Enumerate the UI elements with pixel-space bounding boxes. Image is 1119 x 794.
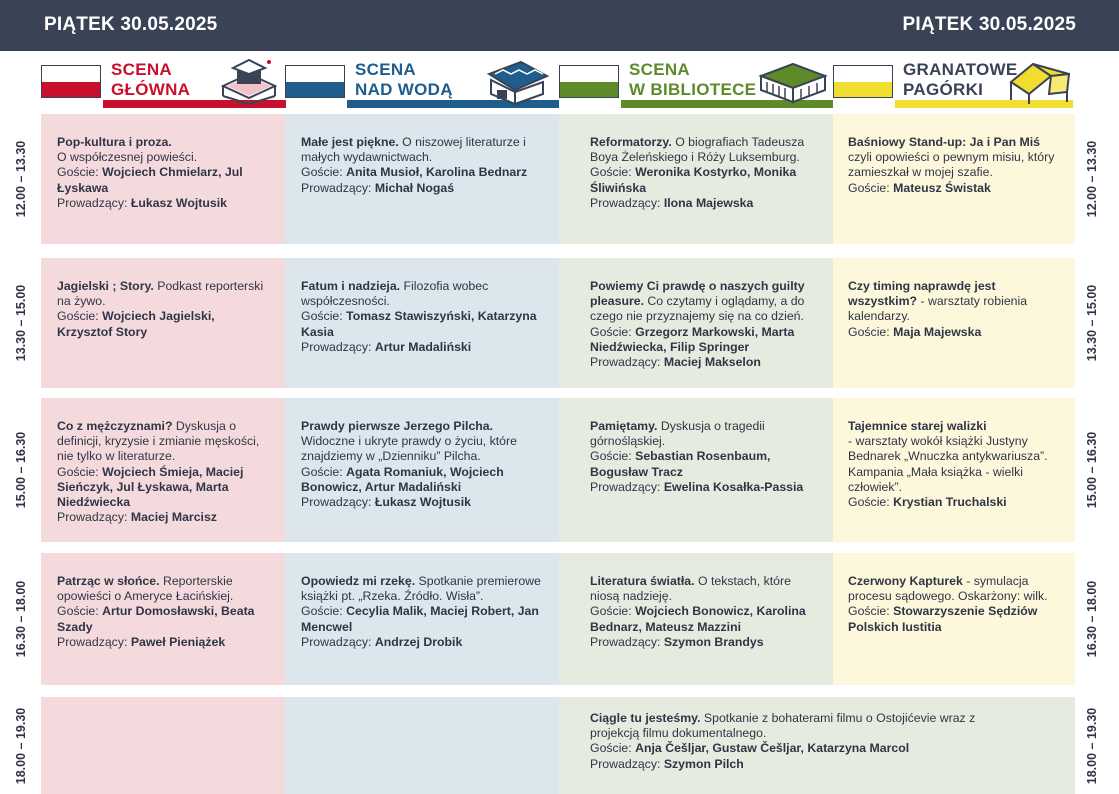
event-title: Baśniowy Stand-up: Ja i Pan Miś [848,135,1041,149]
event-host: Maciej Marcisz [130,510,217,525]
time-label-left: 16.30 – 18.00 [14,580,28,658]
stage-header-hills [833,56,1075,108]
event-description: O tekstach, które niosą nadzieję. [590,574,791,604]
tent-icon [1003,56,1075,106]
event-description: O niszowej literaturze i małych wydawnictwach. [301,135,526,165]
event-title: Patrząc w słońce. [57,574,160,588]
stage-title-water: SCENA NAD WODĄ [355,60,453,99]
event-cell: Opowiedz mi rzekę. Spotkanie premierowe książki pt. „Rzeka. Źródło. Wisła”. Goście: Cecylia Malik, Maciej Robert, Jan Mencwel Prowadzący: Andrzej Drobik [285,553,559,685]
flag-white-green [559,65,619,98]
flag-white-blue [285,65,345,98]
stage-header-library [559,56,833,108]
event-host: Ewelina Kosałka-Passia [663,479,804,494]
event-guests: Wojciech Chmielarz, Jul Łyskawa [57,165,243,195]
event-cell-empty [41,697,285,794]
event-title: Pamiętamy. [590,419,658,433]
event-description: - warsztaty wokół książki Justyny Bednarek „Wnuczka antykwariusza”. Kampania „Mała książka - wielki człowiek”. [848,434,1048,494]
event-cell: Czy timing naprawdę jest wszystkim? - warsztaty robienia kalendarzy. Goście: Maja Majewska [833,258,1075,388]
event-title: Czy timing naprawdę jest wszystkim? [848,279,996,309]
event-host: Łukasz Wojtusik [374,495,471,510]
event-cell: Ciągle tu jesteśmy. Spotkanie z bohaterami filmu o Ostojićevie wraz z projekcją filmu dokumentalnego. Goście: Anja Češljar, Gustaw Češljar, Katarzyna Marcol Prowadzący: Szymon Pilch [559,697,1075,794]
event-cell-empty [285,697,559,794]
schedule-row [41,398,1075,542]
event-cell: Pop-kultura i proza. O współczesnej powieści. Goście: Wojciech Chmielarz, Jul Łyskawa Prowadzący: Łukasz Wojtusik [41,114,285,244]
schedule-row [41,553,1075,685]
event-guests: Artur Domosławski, Beata Szady [57,604,255,634]
event-host: Łukasz Wojtusik [130,195,227,210]
event-guests: Grzegorz Markowski, Marta Niedźwiecka, Filip Springer [590,324,795,354]
event-host: Paweł Pieniążek [130,634,226,649]
event-guests: Agata Romaniuk, Wojciech Bonowicz, Artur Madaliński [301,464,504,494]
event-cell: Czerwony Kapturek - symulacja procesu sądowego. Oskarżony: wilk. Goście: Stowarzyszenie Sędziów Polskich Iustitia [833,553,1075,685]
event-description: Widoczne i ukryte prawdy o życiu, które znajdziemy w „Dzienniku” Pilcha. [301,434,517,464]
event-title: Czerwony Kapturek [848,574,963,588]
time-label-right: 12.00 – 13.30 [1085,140,1099,218]
event-guests: Stowarzyszenie Sędziów Polskich Iustitia [848,604,1038,634]
stage-header-main [41,56,285,108]
schedule-row [41,114,1075,244]
event-title: Pop-kultura i proza. [57,135,172,149]
library-icon [757,56,829,106]
event-guests: Maja Majewska [893,324,982,339]
event-cell: Patrząc w słońce. Reporterskie opowieści o Ameryce Łacińskiej. Goście: Artur Domosławski, Beata Szady Prowadzący: Paweł Pieniążek [41,553,285,685]
event-host: Artur Madaliński [374,339,472,354]
flag-white-red [41,65,101,98]
stage-title-hills: GRANATOWE PAGÓRKI [903,60,1018,99]
event-guests: Anita Musioł, Karolina Bednarz [346,165,528,180]
event-guests: Sebastian Rosenbaum, Bogusław Tracz [590,449,771,479]
event-guests: Mateusz Świstak [893,180,991,195]
event-description: Dyskusja o definicji, kryzysie i zmianie męskości, nie tylko w literaturze. [57,419,260,464]
event-guests: Anja Češljar, Gustaw Češljar, Katarzyna Marcol [635,741,910,756]
event-host: Szymon Brandys [663,634,764,649]
event-host: Szymon Pilch [663,756,744,771]
event-cell: Powiemy Ci prawdę o naszych guilty pleasure. Co czytamy i oglądamy, a do czego nie przyznajemy się na co dzień. Goście: Grzegorz Markowski, Marta Niedźwiecka, Filip Springer Prowadzący: Maciej Makselon [559,258,833,388]
event-title: Powiemy Ci prawdę o naszych guilty pleasure. [590,279,805,309]
event-cell: Co z mężczyznami? Dyskusja o definicji, kryzysie i zmianie męskości, nie tylko w literaturze. Goście: Wojciech Śmieja, Maciej Sieńczyk, Jul Łyskawa, Marta Niedźwiecka Prowadzący: Maciej Marcisz [41,398,285,542]
event-cell: Prawdy pierwsze Jerzego Pilcha. Widoczne i ukryte prawdy o życiu, które znajdziemy w „Dzienniku” Pilcha. Goście: Agata Romaniuk, Wojciech Bonowicz, Artur Madaliński Prowadzący: Łukasz Wojtusik [285,398,559,542]
day-date-left: PIĄTEK 30.05.2025 [44,14,218,35]
time-label-right: 18.00 – 19.30 [1085,707,1099,784]
event-title: Co z mężczyznami? [57,419,173,433]
header-bar [0,0,1119,51]
event-host: Ilona Majewska [663,195,754,210]
event-description: Podkast reporterski na żywo. [57,279,264,309]
time-label-left: 15.00 – 16.30 [14,431,28,509]
event-cell: Literatura światła. O tekstach, które niosą nadzieję. Goście: Wojciech Bonowicz, Karolina Bednarz, Mateusz Mazzini Prowadzący: Szymon Brandys [559,553,833,685]
event-title: Prawdy pierwsze Jerzego Pilcha. [301,419,494,433]
flag-white-yellow [833,65,893,98]
event-title: Fatum i nadzieja. [301,279,401,293]
event-title: Reformatorzy. [590,135,672,149]
event-guests: Cecylia Malik, Maciej Robert, Jan Mencwel [301,604,539,634]
event-description: Filozofia wobec współczesności. [301,279,489,309]
time-label-right: 16.30 – 18.00 [1085,580,1099,658]
schedule-row [41,258,1075,388]
time-label-left: 18.00 – 19.30 [14,707,28,784]
main-stage-icon [213,56,285,106]
event-guests: Wojciech Śmieja, Maciej Sieńczyk, Jul Łyskawa, Marta Niedźwiecka [57,464,244,510]
time-label-right: 13.30 – 15.00 [1085,284,1099,362]
event-cell: Jagielski ; Story. Podkast reporterski na żywo. Goście: Wojciech Jagielski, Krzysztof Story [41,258,285,388]
stage-title-main: SCENA GŁÓWNA [111,60,191,99]
stage-title-library: SCENA W BIBLIOTECE [629,60,757,99]
event-title: Tajemnice starej walizki [848,419,987,433]
event-title: Opowiedz mi rzekę. [301,574,416,588]
event-cell: Baśniowy Stand-up: Ja i Pan Miś czyli opowieści o pewnym misiu, który zamieszkał w mojej szafie. Goście: Mateusz Świstak [833,114,1075,244]
event-cell: Tajemnice starej walizki - warsztaty wokół książki Justyny Bednarek „Wnuczka antykwariusza”. Kampania „Mała książka - wielki człowiek”. Goście: Krystian Truchalski [833,398,1075,542]
event-description: - symulacja procesu sądowego. Oskarżony: wilk. [848,574,1048,604]
event-description: O biografiach Tadeusza Boya Żeleńskiego i Róży Luksemburg. [590,135,805,165]
event-description: O współczesnej powieści. [57,150,198,165]
event-host: Michał Nogaś [374,180,455,195]
event-cell: Fatum i nadzieja. Filozofia wobec współczesności. Goście: Tomasz Stawiszyński, Katarzyna Kasia Prowadzący: Artur Madaliński [285,258,559,388]
event-description: Spotkanie premierowe książki pt. „Rzeka. Źródło. Wisła”. [301,574,541,604]
event-description: Spotkanie z bohaterami filmu o Ostojićevie wraz z projekcją filmu dokumentalnego. [590,711,976,741]
event-host: Andrzej Drobik [374,634,463,649]
event-cell: Reformatorzy. O biografiach Tadeusza Boya Żeleńskiego i Róży Luksemburg. Goście: Weronika Kostyrko, Monika Śliwińska Prowadzący: Ilona Majewska [559,114,833,244]
event-description: Reporterskie opowieści o Ameryce Łacińskiej. [57,574,234,604]
day-date-right: PIĄTEK 30.05.2025 [902,14,1076,35]
event-guests: Tomasz Stawiszyński, Katarzyna Kasia [301,309,537,339]
event-title: Ciągle tu jesteśmy. [590,711,701,725]
time-label-right: 15.00 – 16.30 [1085,431,1099,509]
water-stage-icon [481,56,553,106]
event-description: Co czytamy i oglądamy, a do czego nie przyznajemy się na co dzień. [590,294,805,324]
event-host: Maciej Makselon [663,355,761,370]
event-guests: Wojciech Jagielski, Krzysztof Story [57,309,215,339]
event-guests: Wojciech Bonowicz, Karolina Bednarz, Mateusz Mazzini [590,604,806,634]
time-label-left: 13.30 – 15.00 [14,284,28,362]
event-cell: Pamiętamy. Dyskusja o tragedii górnośląskiej. Goście: Sebastian Rosenbaum, Bogusław Tracz Prowadzący: Ewelina Kosałka-Passia [559,398,833,542]
event-description: - warsztaty robienia kalendarzy. [848,294,1028,324]
stage-header-water [285,56,559,108]
event-cell: Małe jest piękne. O niszowej literaturze i małych wydawnictwach. Goście: Anita Musioł, Karolina Bednarz Prowadzący: Michał Nogaś [285,114,559,244]
schedule-row [41,697,1075,794]
event-description: czyli opowieści o pewnym misiu, który zamieszkał w mojej szafie. [848,150,1055,180]
event-guests: Krystian Truchalski [893,495,1007,510]
event-title: Małe jest piękne. [301,135,399,149]
event-title: Literatura światła. [590,574,695,588]
event-guests: Weronika Kostyrko, Monika Śliwińska [590,165,797,195]
event-description: Dyskusja o tragedii górnośląskiej. [590,419,765,449]
event-title: Jagielski ; Story. [57,279,154,293]
time-label-left: 12.00 – 13.30 [14,140,28,218]
